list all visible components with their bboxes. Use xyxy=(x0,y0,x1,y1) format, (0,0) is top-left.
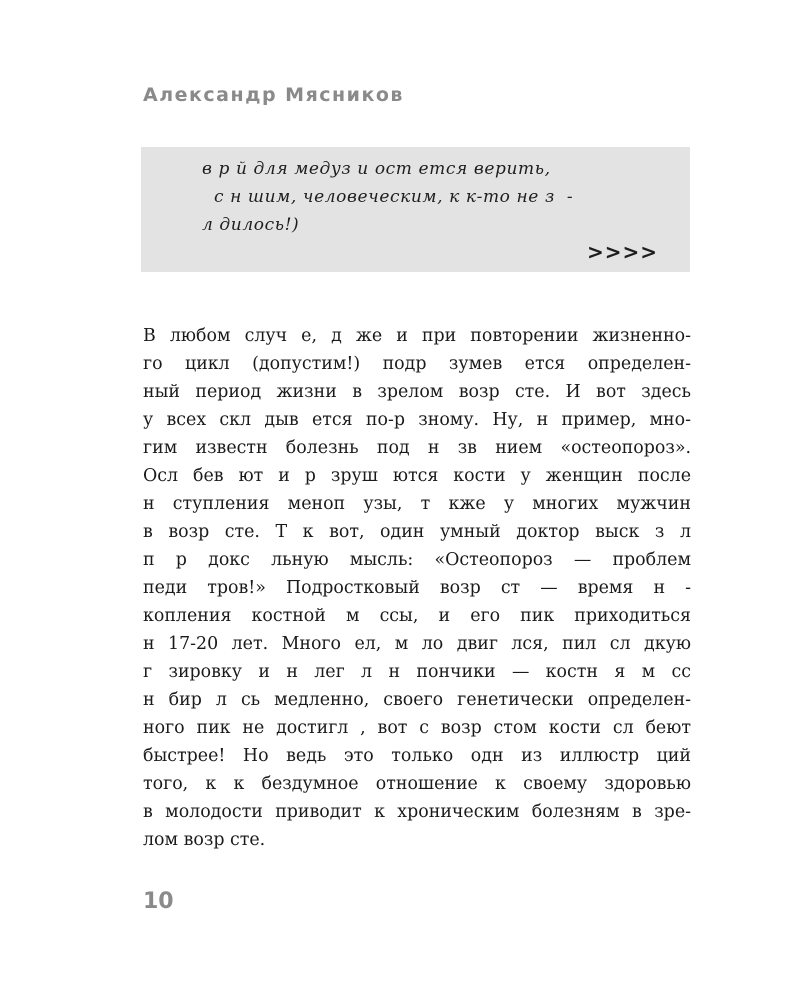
paragraph-line: В любом случ е, д же и при повторении жизненно- xyxy=(143,326,691,346)
paragraph-line: Осл бев ют и р зруш ются кости у женщин после xyxy=(143,466,691,486)
callout-line: с н шим, человеческим, к к-то не з - xyxy=(202,187,574,207)
paragraph-line: гим известн болезнь под н зв нием «остеопороз». xyxy=(143,438,691,458)
paragraph-line: ного пик не достигл , вот с возр стом кости сл беют xyxy=(143,718,691,738)
paragraph-line: н бир л сь медленно, своего генетически определен- xyxy=(143,690,691,710)
body-paragraph xyxy=(143,322,691,854)
continue-arrows-icon: >>>> xyxy=(586,240,658,264)
page-number: 10 xyxy=(143,889,174,914)
paragraph-line: педи тров!» Подростковый возр ст — время н - xyxy=(143,578,691,598)
paragraph-line: быстрее! Но ведь это только одн из иллюстр ций xyxy=(143,746,691,766)
paragraph-line: н ступления меноп узы, т кже у многих мужчин xyxy=(143,494,691,514)
paragraph-line: того, к к бездумное отношение к своему здоровью xyxy=(143,774,691,794)
paragraph-line: п р докс льную мысль: «Остеопороз — проблем xyxy=(143,550,691,570)
paragraph-line: г зировку и н лег л н пончики — костн я м сс xyxy=(143,662,691,682)
paragraph-line: в молодости приводит к хроническим болезням в зре- xyxy=(143,802,691,822)
paragraph-line: го цикл (допустим!) подр зумев ется определен- xyxy=(143,354,691,374)
running-header-author: Александр Мясников xyxy=(143,84,404,106)
callout-box xyxy=(141,147,690,272)
paragraph-line: в возр сте. Т к вот, один умный доктор выск з л xyxy=(143,522,691,542)
paragraph-line: лом возр сте. xyxy=(143,830,266,850)
paragraph-line: н 17-20 лет. Много ел, м ло двиг лся, пил сл дкую xyxy=(143,634,691,654)
callout-line: в р й для медуз и ост ется верить, xyxy=(202,159,551,179)
paragraph-line: у всех скл дыв ется по-р зному. Ну, н пример, мно- xyxy=(143,410,691,430)
callout-line: л дилось!) xyxy=(202,215,300,235)
paragraph-line: ный период жизни в зрелом возр сте. И вот здесь xyxy=(143,382,691,402)
paragraph-line: копления костной м ссы, и его пик приходиться xyxy=(143,606,691,626)
